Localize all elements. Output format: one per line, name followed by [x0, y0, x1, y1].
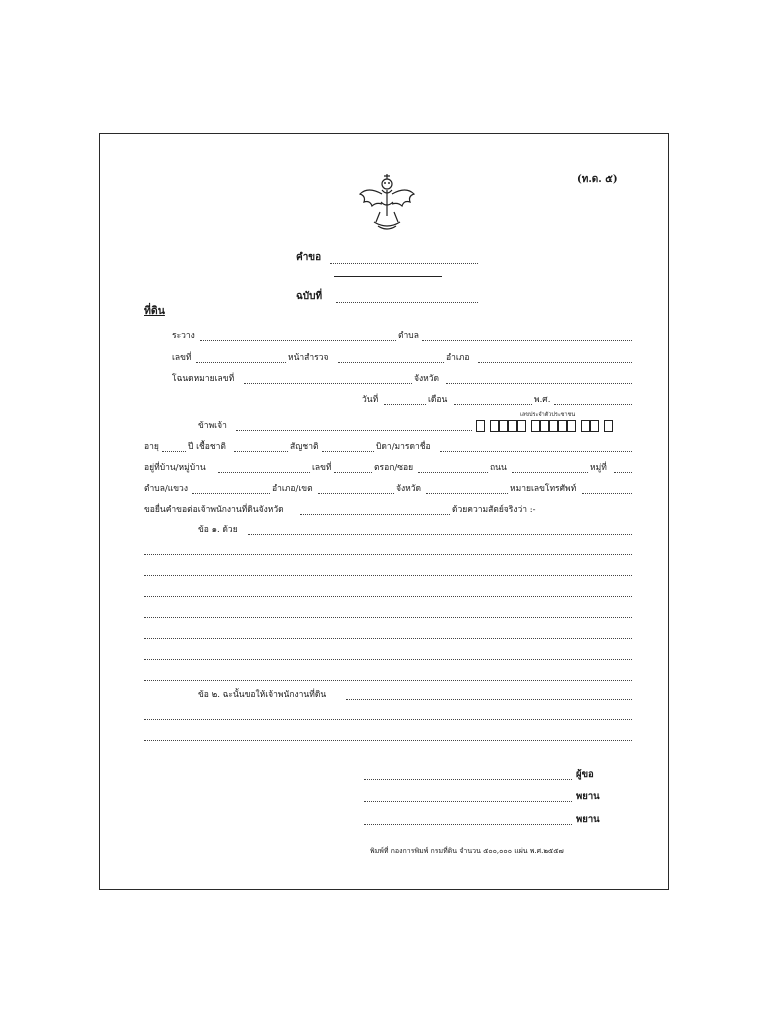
clause-2-line-3[interactable] — [144, 740, 632, 741]
clause-1-line-7[interactable] — [144, 659, 632, 660]
house-line[interactable] — [218, 472, 310, 473]
request-label: คำขอ — [296, 252, 322, 263]
clause-2-line-1[interactable] — [346, 699, 632, 700]
witness-1-signature-line[interactable] — [364, 801, 572, 802]
date-year-label: พ.ศ. — [534, 395, 551, 405]
date-year-line[interactable] — [554, 404, 632, 405]
number-label: ฉบับที่ — [296, 291, 323, 302]
date-day-label: วันที่ — [362, 395, 379, 405]
clause-1-line-5[interactable] — [144, 617, 632, 618]
phone-label: หมายเลขโทรศัพท์ — [510, 484, 577, 494]
years-race-label: ปี เชื้อชาติ — [188, 442, 226, 452]
id-number-boxes[interactable] — [476, 420, 636, 434]
clause-1-label: ข้อ ๑. ด้วย — [198, 525, 238, 535]
truthfully-label: ด้วยความสัตย์จริงว่า :- — [452, 505, 536, 515]
submit-province-line[interactable] — [300, 514, 450, 515]
road-label: ถนน — [490, 463, 507, 473]
land-subdistrict-line[interactable] — [422, 340, 632, 341]
applicant-subdistrict-label: ตำบล/แขวง — [144, 484, 188, 494]
clause-1-line-2[interactable] — [144, 554, 632, 555]
date-month-label: เดือน — [428, 395, 448, 405]
alley-line[interactable] — [418, 472, 488, 473]
land-district-line[interactable] — [478, 362, 632, 363]
land-province-label: จังหวัด — [414, 374, 440, 384]
request-line[interactable] — [330, 263, 478, 264]
moo-line[interactable] — [614, 472, 632, 473]
applicant-signature-label: ผู้ขอ — [576, 769, 594, 780]
land-number-line[interactable] — [196, 362, 286, 363]
applicant-province-label: จังหวัด — [396, 484, 422, 494]
nationality-line[interactable] — [322, 451, 374, 452]
print-footer: พิมพ์ที่ กองการพิมพ์ กรมที่ดิน จำนวน ๕๐๐,๐๐๐ แผ่น พ.ศ.๒๕๕๗ — [370, 847, 564, 855]
clause-1-line-3[interactable] — [144, 575, 632, 576]
witness-2-label: พยาน — [576, 814, 600, 825]
clause-1-line-1[interactable] — [248, 534, 632, 535]
land-request-form — [99, 133, 669, 890]
land-subdistrict-label: ตำบล — [398, 331, 419, 341]
moo-label: หมู่ที่ — [590, 463, 607, 473]
phone-line[interactable] — [582, 493, 632, 494]
applicant-name-label: ข้าพเจ้า — [198, 421, 227, 431]
applicant-district-line[interactable] — [318, 493, 394, 494]
parent-label: บิดา/มารดาชื่อ — [376, 442, 431, 452]
applicant-province-line[interactable] — [426, 493, 508, 494]
request-underline — [334, 276, 442, 277]
clause-1-line-6[interactable] — [144, 638, 632, 639]
clause-2-label: ข้อ ๒. ฉะนั้นขอให้เจ้าพนักงานที่ดิน — [198, 690, 327, 700]
house-label: อยู่ที่บ้าน/หมู่บ้าน — [144, 463, 206, 473]
date-month-line[interactable] — [454, 404, 532, 405]
house-number-line[interactable] — [334, 472, 372, 473]
submit-label: ขอยื่นคำขอต่อเจ้าพนักงานที่ดินจังหวัด — [144, 505, 284, 515]
id-number-caption: เลขประจำตัวประชาชน — [520, 412, 576, 418]
road-line[interactable] — [512, 472, 588, 473]
witness-2-signature-line[interactable] — [364, 824, 572, 825]
land-district-label: อำเภอ — [446, 353, 470, 363]
survey-page-line[interactable] — [338, 362, 444, 363]
alley-label: ตรอก/ซอย — [374, 463, 414, 473]
nationality-label: สัญชาติ — [290, 442, 319, 452]
applicant-signature-line[interactable] — [364, 779, 572, 780]
section-title: ที่ดิน — [144, 305, 165, 317]
parent-line[interactable] — [440, 451, 632, 452]
witness-1-label: พยาน — [576, 791, 600, 802]
form-code: (ท.ด. ๕) — [577, 174, 618, 185]
land-map-sheet-label: ระวาง — [172, 331, 195, 341]
land-map-sheet-line[interactable] — [200, 340, 396, 341]
race-line[interactable] — [234, 451, 288, 452]
garuda-emblem-icon — [356, 172, 418, 234]
clause-1-line-8[interactable] — [144, 680, 632, 681]
clause-2-line-2[interactable] — [144, 719, 632, 720]
applicant-district-label: อำเภอ/เขต — [272, 484, 313, 494]
number-line[interactable] — [336, 302, 478, 303]
clause-1-line-4[interactable] — [144, 596, 632, 597]
survey-page-label: หน้าสำรวจ — [288, 353, 329, 363]
deed-number-line[interactable] — [244, 383, 412, 384]
land-province-line[interactable] — [446, 383, 632, 384]
age-label: อายุ — [144, 442, 159, 452]
deed-number-label: โฉนดหมายเลขที่ — [172, 374, 235, 384]
applicant-subdistrict-line[interactable] — [192, 493, 270, 494]
house-number-label: เลขที่ — [312, 463, 332, 473]
date-day-line[interactable] — [384, 404, 426, 405]
applicant-name-line[interactable] — [236, 430, 472, 431]
land-number-label: เลขที่ — [172, 353, 192, 363]
age-line[interactable] — [162, 451, 186, 452]
